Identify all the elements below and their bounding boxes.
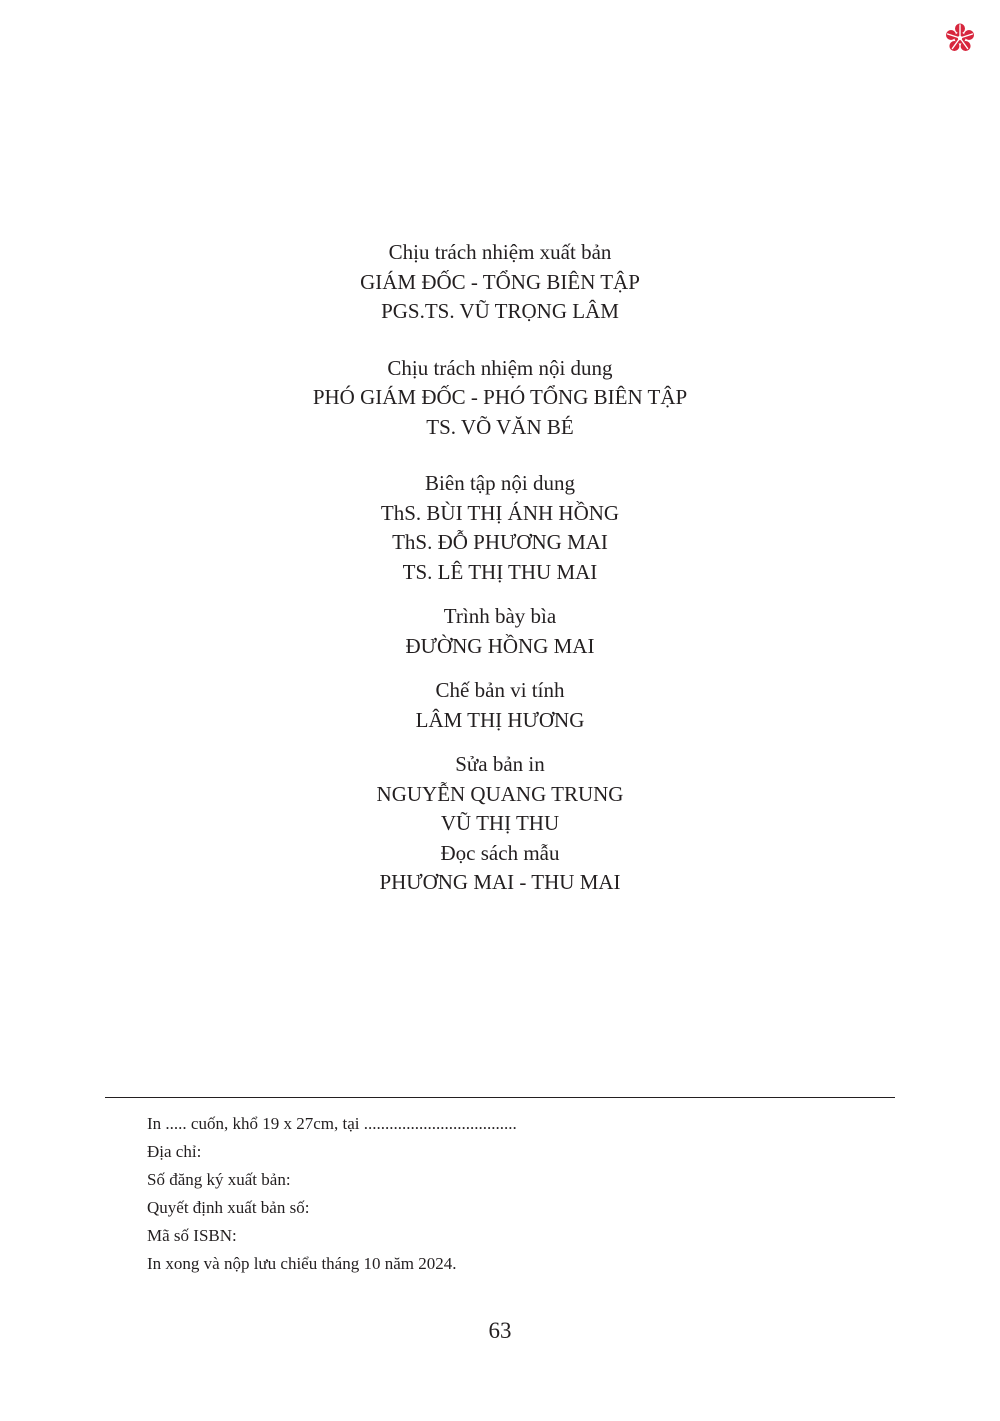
registration-line: Số đăng ký xuất bản: [147,1170,291,1189]
editor-name: ThS. ĐỖ PHƯƠNG MAI [392,530,608,554]
content-name: TS. VÕ VĂN BÉ [426,414,574,439]
proofreader-name: VŨ THỊ THU [440,811,560,835]
content-role: Chịu trách nhiệm nội dung [387,355,613,380]
editing-role: Biên tập nội dung [425,471,575,495]
sample-reading-name: PHƯƠNG MAI - THU MAI [379,870,621,894]
decision-line: Quyết định xuất bản số: [147,1198,310,1217]
publishing-title: GIÁM ĐỐC - TỔNG BIÊN TẬP [360,269,640,294]
credits-block [0,238,1000,898]
cover-role: Trình bày bìa [443,604,557,628]
cover-name: ĐƯỜNG HỒNG MAI [405,633,595,658]
publisher-flower-logo-icon [944,22,976,54]
typesetting-role: Chế bản vi tính [435,678,565,702]
address-line: Địa chỉ: [147,1142,202,1161]
completion-line: In xong và nộp lưu chiểu tháng 10 năm 2024. [147,1254,457,1273]
editor-name: TS. LÊ THỊ THU MAI [402,559,598,584]
editor-name: ThS. BÙI THỊ ÁNH HỒNG [380,500,620,525]
page-number: 63 [488,1318,512,1343]
print-run-line: In ..... cuốn, khổ 19 x 27cm, tại .................................... [147,1114,517,1133]
publishing-name: PGS.TS. VŨ TRỌNG LÂM [381,299,619,323]
content-title: PHÓ GIÁM ĐỐC - PHÓ TỔNG BIÊN TẬP [312,385,688,409]
sample-reading-role: Đọc sách mẫu [440,840,560,865]
colophon [105,1097,895,1278]
isbn-line: Mã số ISBN: [147,1226,237,1245]
publishing-role: Chịu trách nhiệm xuất bản [388,240,612,264]
proofreader-name: NGUYỄN QUANG TRUNG [376,781,624,806]
proofreading-role: Sửa bản in [455,752,545,776]
typesetting-name: LÂM THỊ HƯƠNG [415,707,585,732]
